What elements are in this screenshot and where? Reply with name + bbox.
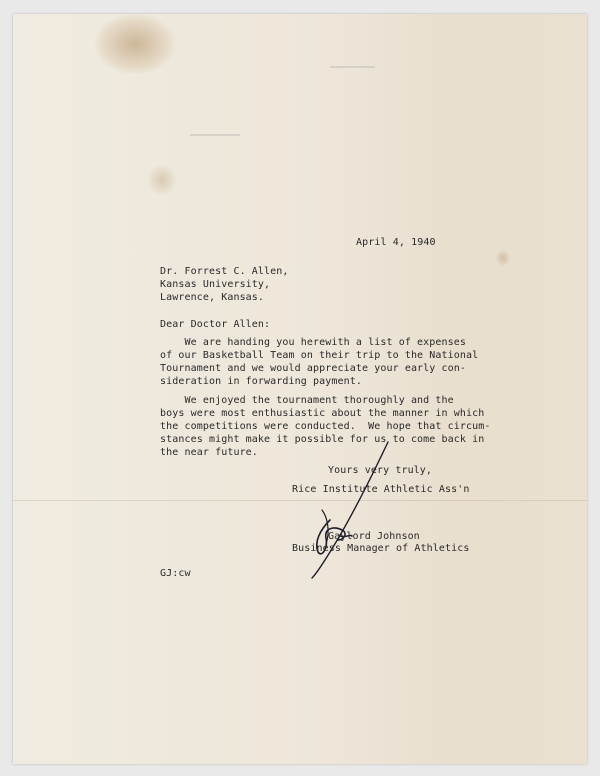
paragraph-2-line: the competitions were conducted. We hope that circum- — [160, 421, 491, 432]
letter-paper — [13, 14, 587, 764]
salutation: Dear Doctor Allen: — [160, 319, 271, 330]
signer-name: Gaylord Johnson — [328, 531, 420, 542]
spot-stain — [496, 250, 510, 266]
paragraph-1-line: sideration in forwarding payment. — [160, 376, 362, 387]
paragraph-2-line: stances might make it possible for us to come back in — [160, 434, 485, 445]
handwritten-signature — [300, 440, 390, 590]
paragraph-1-line: We are handing you herewith a list of expenses — [160, 337, 467, 348]
organization-name: Rice Institute Athletic Ass'n — [292, 484, 470, 495]
signer-title: Business Manager of Athletics — [292, 543, 470, 554]
faint-mark — [330, 66, 375, 68]
reference-initials: GJ:cw — [160, 568, 191, 579]
recipient-name: Dr. Forrest C. Allen, — [160, 266, 289, 277]
faint-mark — [190, 134, 240, 136]
paragraph-1-line: Tournament and we would appreciate your early con- — [160, 363, 467, 374]
water-stain — [95, 14, 175, 74]
paragraph-2-line: We enjoyed the tournament thoroughly and the — [160, 395, 454, 406]
closing: Yours very truly, — [328, 465, 433, 476]
letter-date: April 4, 1940 — [356, 237, 436, 248]
recipient-institution: Kansas University, — [160, 279, 271, 290]
paragraph-2-line: boys were most enthusiastic about the manner in which — [160, 408, 485, 419]
paragraph-1-line: of our Basketball Team on their trip to the National — [160, 350, 479, 361]
water-stain-small — [148, 165, 176, 195]
recipient-city: Lawrence, Kansas. — [160, 292, 265, 303]
paragraph-2-line: the near future. — [160, 447, 258, 458]
